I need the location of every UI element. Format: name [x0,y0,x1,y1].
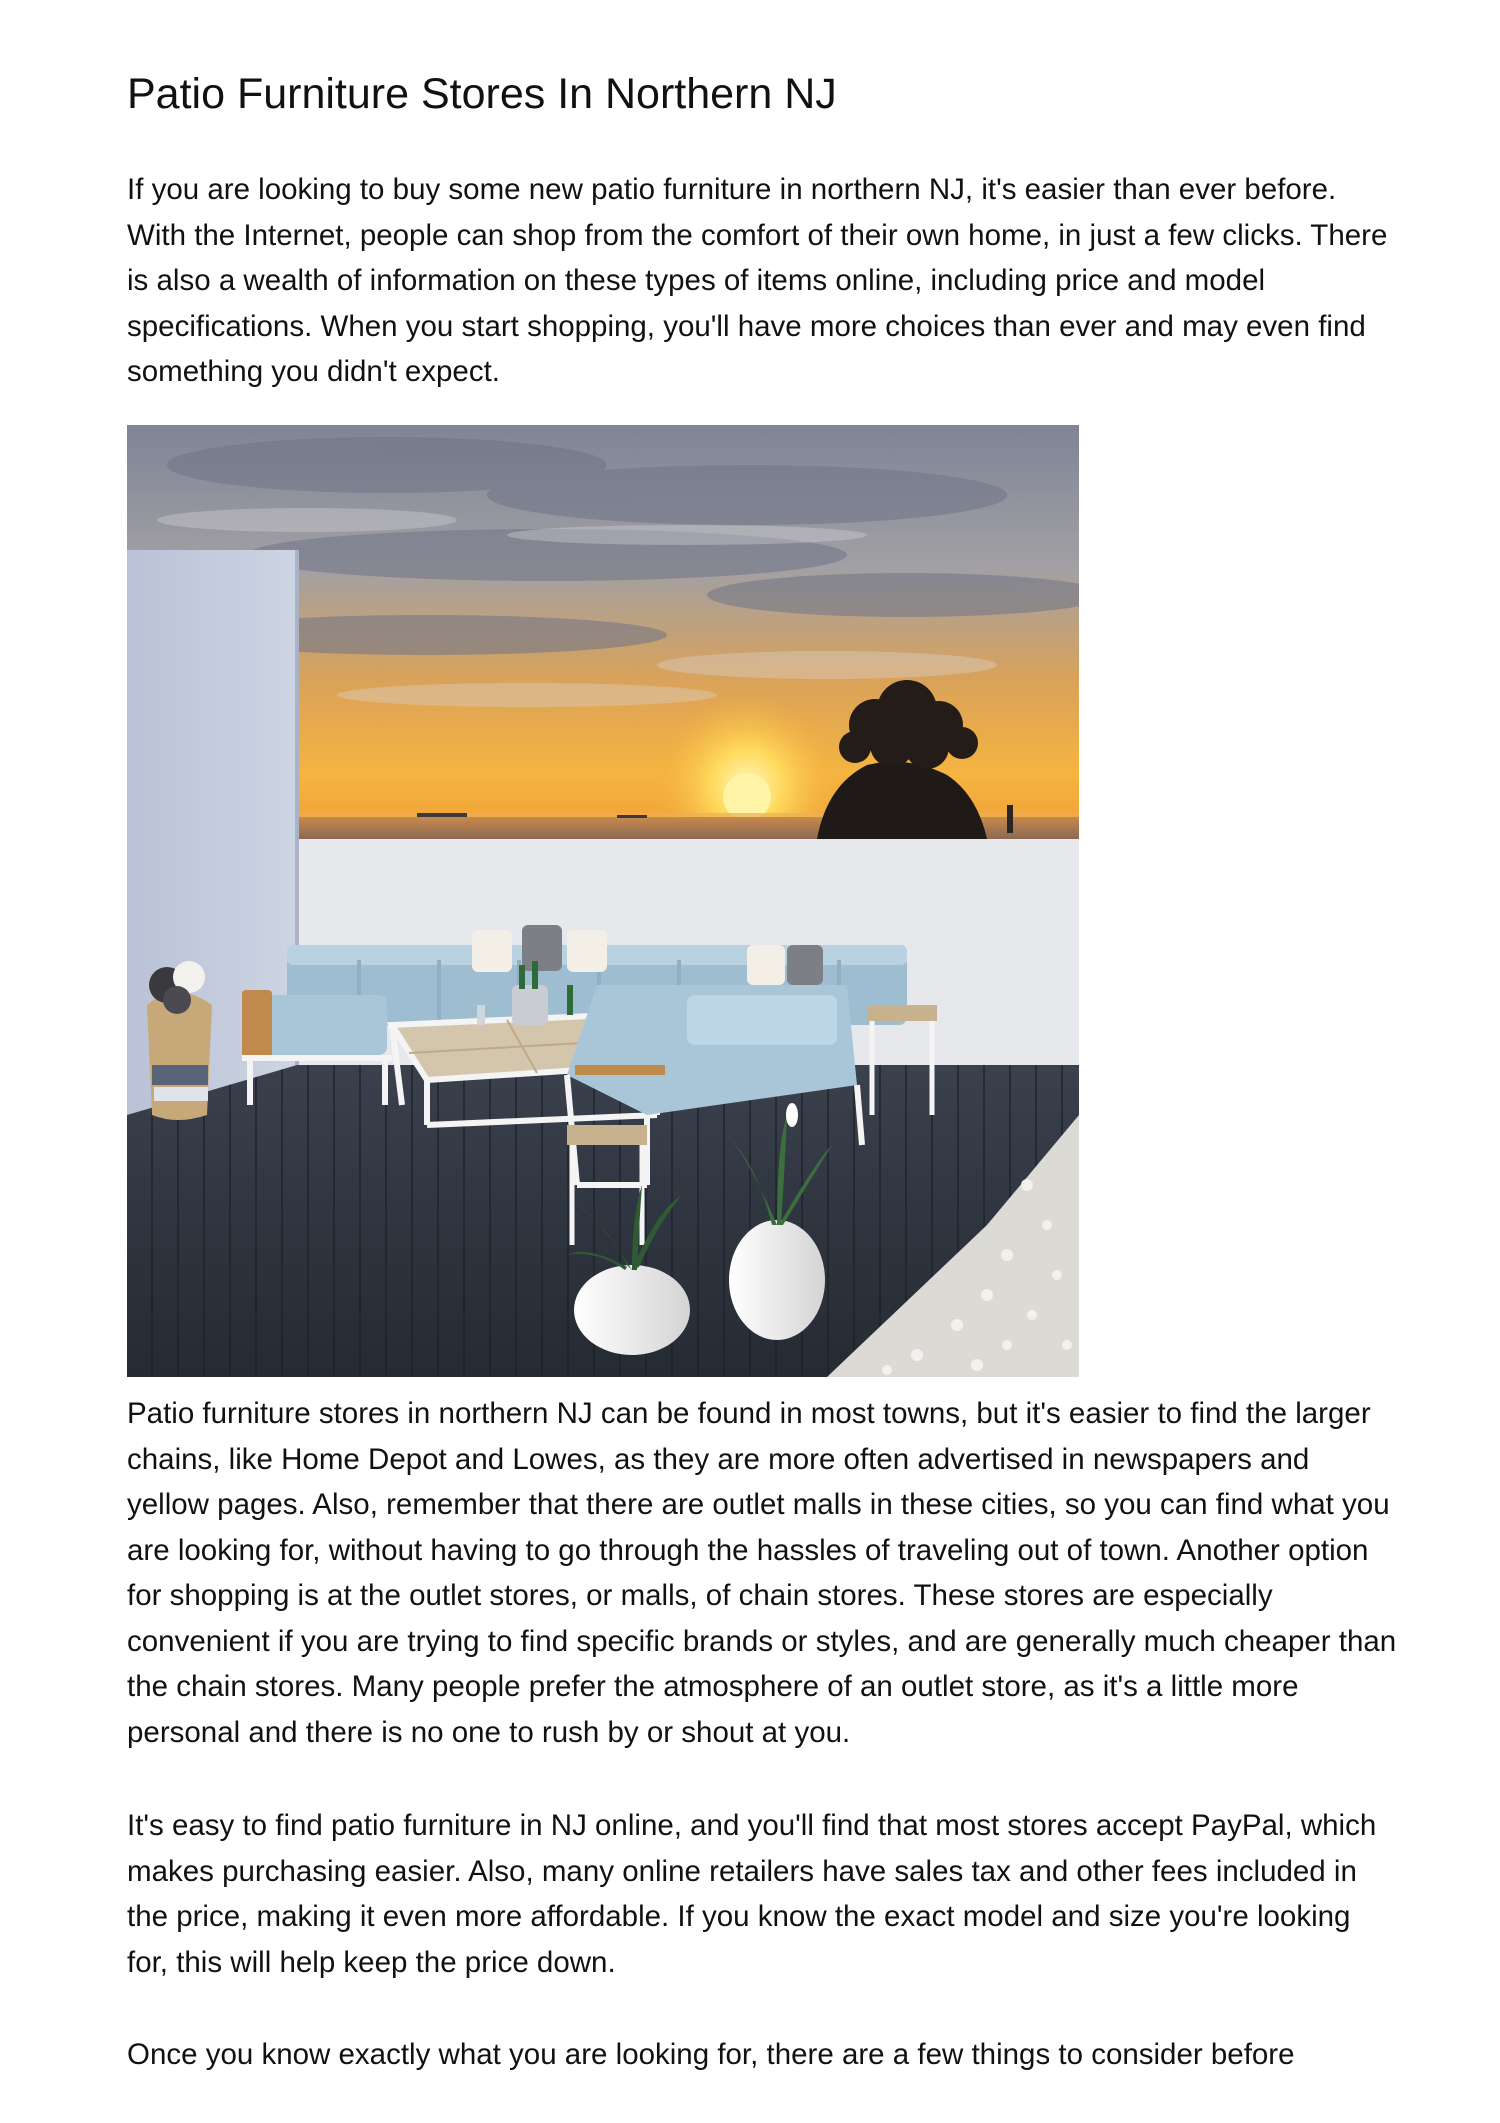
considerations-paragraph: Once you know exactly what you are looking for, there are a few things to consider before [127,2038,1295,2071]
page-title: Patio Furniture Stores In Northern NJ [127,70,837,118]
stores-paragraph: Patio furniture stores in northern NJ can be found in most towns, but it's easier to find the larger chains, like Home Depot and Lowes, as they are more often advertised in newspapers and yellow pages. Also, remember that there are outlet malls in these cities, so you can find what you are looking for, without having to go through the hassles of traveling out of town. Another option for shopping is at the outlet stores, or malls, of chain stores. These stores are especially convenient if you are trying to find specific brands or styles, and are generally much cheaper than the chain stores. Many people prefer the atmosphere of an outlet store, as it's a little more personal and there is no one to rush by or shout at you. [127,1397,1397,1749]
patio-furniture-photo [127,425,1079,1377]
intro-paragraph: If you are looking to buy some new patio furniture in northern NJ, it's easier than ever before. With the Internet, people can shop from the comfort of their own home, in just a few clicks. There is also a wealth of information on these types of items online, including price and model specifications. When you start shopping, you'll have more choices than ever and may even find something you didn't expect. [127,173,1388,388]
online-paragraph: It's easy to find patio furniture in NJ online, and you'll find that most stores accept PayPal, which makes purchasing easier. Also, many online retailers have sales tax and other fees included in the price, making it even more affordable. If you know the exact model and size you're looking for, this will help keep the price down. [127,1809,1377,1979]
